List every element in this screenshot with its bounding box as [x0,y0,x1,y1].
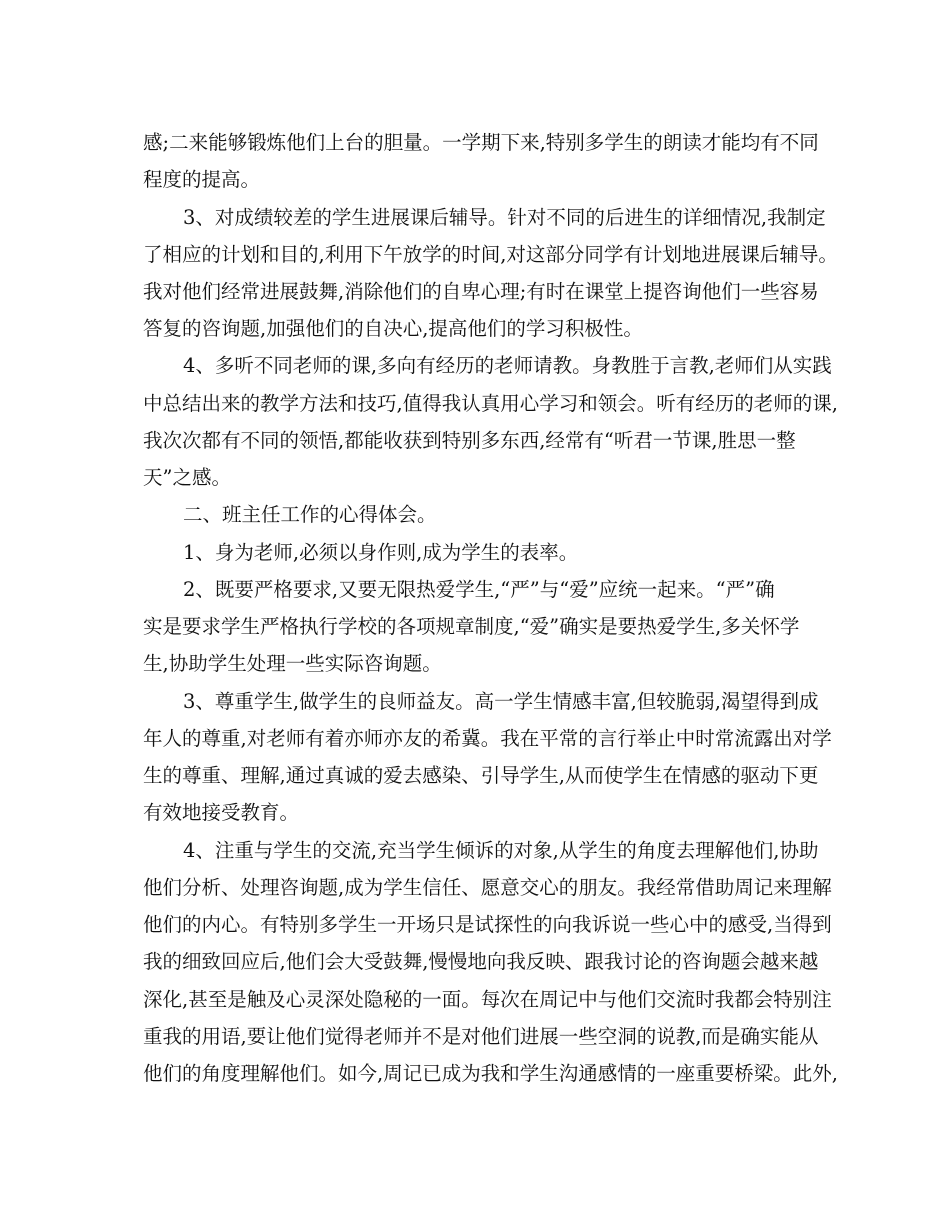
text-line: 3、对成绩较差的学生进展课后辅导。针对不同的后进生的详细情况,我制定 [183,206,826,229]
section-heading: 二、班主任工作的心得体会。 [183,503,437,526]
text-line: 2、既要严格要求,又要无限热爱学生,“严”与“爱”应统一起来。“严”确 [183,578,775,601]
text-line: 1、身为老师,必须以身作则,成为学生的表率。 [183,541,579,564]
text-line: 重我的用语,要让他们觉得老师并不是对他们进展一些空洞的说教,而是确实能从 [143,1025,819,1048]
text-line: 3、尊重学生,做学生的良师益友。高一学生情感丰富,但较脆弱,渴望得到成 [183,690,819,713]
text-line: 中总结出来的教学方法和技巧,值得我认真用心学习和领会。听有经历的老师的课, [143,392,838,415]
text-line: 答复的咨询题,加强他们的自决心,提高他们的学习积极性。 [143,317,643,340]
text-line: 4、多听不同老师的课,多向有经历的老师请教。身教胜于言教,老师们从实践 [183,354,832,377]
text-line: 年人的尊重,对老师有着亦师亦友的希冀。我在平常的言行举止中时常流露出对学 [143,727,832,750]
text-line: 我的细致回应后,他们会大受鼓舞,慢慢地向我反映、跟我讨论的咨询题会越来越 [143,950,819,973]
text-line: 4、注重与学生的交流,充当学生倾诉的对象,从学生的角度去理解他们,协助 [183,839,819,862]
text-line: 我对他们经常进展鼓舞,消除他们的自卑心理;有时在课堂上提咨询他们一些容易 [143,280,819,303]
text-line: 了相应的计划和目的,利用下午放学的时间,对这部分同学有计划地进展课后辅导。 [143,243,838,266]
text-line: 生,协助学生处理一些实际咨询题。 [143,652,442,675]
text-line: 深化,甚至是触及心灵深处隐秘的一面。每次在周记中与他们交流时我都会特别注 [143,988,832,1011]
text-line: 程度的提高。 [143,168,261,191]
text-line: 实是要求学生严格执行学校的各项规章制度,“爱”确实是要热爱学生,多关怀学 [143,615,800,638]
text-line: 他们分析、处理咨询题,成为学生信任、愿意交心的朋友。我经常借助周记来理解 [143,876,832,899]
text-line: 天”之感。 [143,466,231,489]
text-line: 生的尊重、理解,通过真诚的爱去感染、引导学生,从而使学生在情感的驱动下更 [143,764,819,787]
text-line: 有效地接受教育。 [143,801,300,824]
text-line: 我次次都有不同的领悟,都能收获到特别多东西,经常有“听君一节课,胜思一整 [143,429,796,452]
text-line: 他们的内心。有特别多学生一开场只是试探性的向我诉说一些心中的感受,当得到 [143,913,832,936]
text-line: 他们的角度理解他们。如今,周记已成为我和学生沟通感情的一座重要桥梁。此外, [143,1062,838,1085]
text-line: 感;二来能够锻炼他们上台的胆量。一学期下来,特别多学生的朗读才能均有不同 [143,131,819,154]
